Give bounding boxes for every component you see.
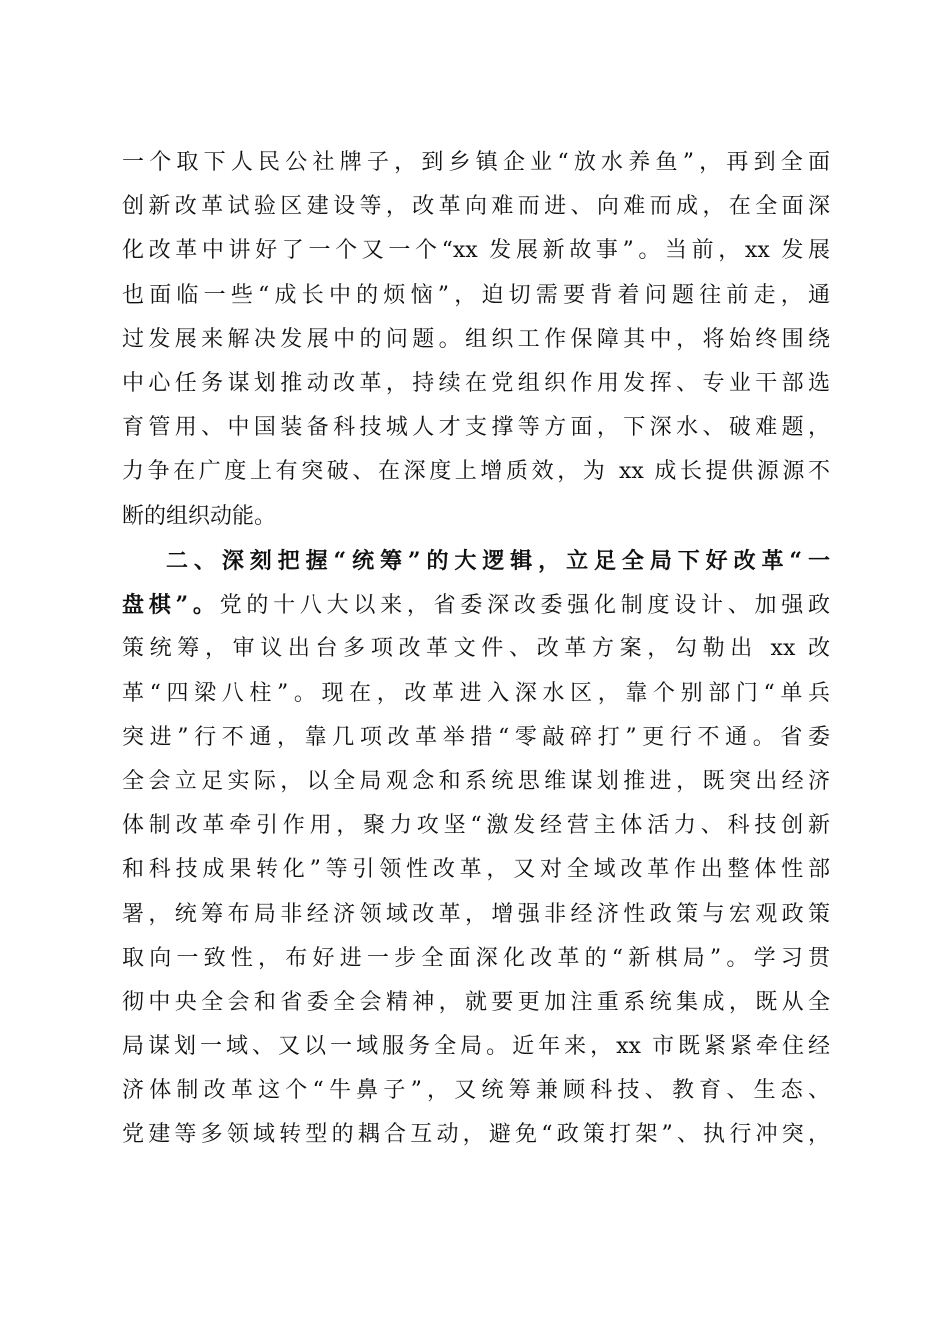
paragraph-line: 断的组织动能。 [122,503,277,529]
section-heading-continued: 盘棋”。 [122,592,220,619]
paragraph-line: 济体制改革这个“牛鼻子”，又统筹兼顾科技、教育、生态、 [122,1078,830,1104]
paragraph-line: 彻中央全会和省委全会精神，就要更加注重系统集成，既从全 [122,989,830,1015]
paragraph-line: 也面临一些“成长中的烦恼”，迫切需要背着问题往前走，通 [122,282,830,308]
paragraph-line: 革“四梁八柱”。现在，改革进入深水区，靠个别部门“单兵 [122,680,830,706]
section-heading: 二、深刻把握“统筹”的大逻辑，立足全局下好改革“一 [166,548,830,574]
paragraph-line: 创新改革试验区建设等，改革向难而进、向难而成，在全面深 [122,194,830,220]
paragraph-line: 全会立足实际，以全局观念和系统思维谋划推进，既突出经济 [122,768,830,794]
paragraph-line: 取向一致性，布好进一步全面深化改革的“新棋局”。学习贯 [122,945,830,971]
paragraph-line: 过发展来解决发展中的问题。组织工作保障其中，将始终围绕 [122,326,830,352]
paragraph-line: 一个取下人民公社牌子，到乡镇企业“放水养鱼”，再到全面 [122,150,830,175]
paragraph-line: 突进”行不通，靠几项改革举措“零敲碎打”更行不通。省委 [122,724,830,750]
paragraph-line: 署，统筹布局非经济领域改革，增强非经济性政策与宏观政策 [122,901,830,927]
paragraph-2 [122,539,830,1158]
paragraph-line: 局谋划一域、又以一域服务全局。近年来，xx 市既紧紧牵住经 [122,1034,830,1060]
paragraph-line: 和科技成果转化”等引领性改革，又对全域改革作出整体性部 [122,857,830,883]
paragraph-line: 化改革中讲好了一个又一个“xx 发展新故事”。当前，xx 发展 [122,238,830,264]
paragraph-line: 力争在广度上有突破、在深度上增质效，为 xx 成长提供源源不 [122,459,830,485]
paragraph-line: 党建等多领域转型的耦合互动，避免“政策打架”、执行冲突， [122,1122,830,1148]
paragraph-line: 育管用、中国装备科技城人才支撑等方面，下深水、破难题， [122,415,830,441]
paragraph-text: 党的十八大以来，省委深改委强化制度设计、加强政 [219,593,830,619]
paragraph-line [122,583,830,627]
paragraph-line: 中心任务谋划推动改革，持续在党组织作用发挥、专业干部选 [122,370,830,396]
paragraph-1 [122,141,830,539]
paragraph-line: 策统筹，审议出台多项改革文件、改革方案，勾勒出 xx 改 [122,636,830,662]
paragraph-line: 体制改革牵引作用，聚力攻坚“激发经营主体活力、科技创新 [122,813,830,839]
